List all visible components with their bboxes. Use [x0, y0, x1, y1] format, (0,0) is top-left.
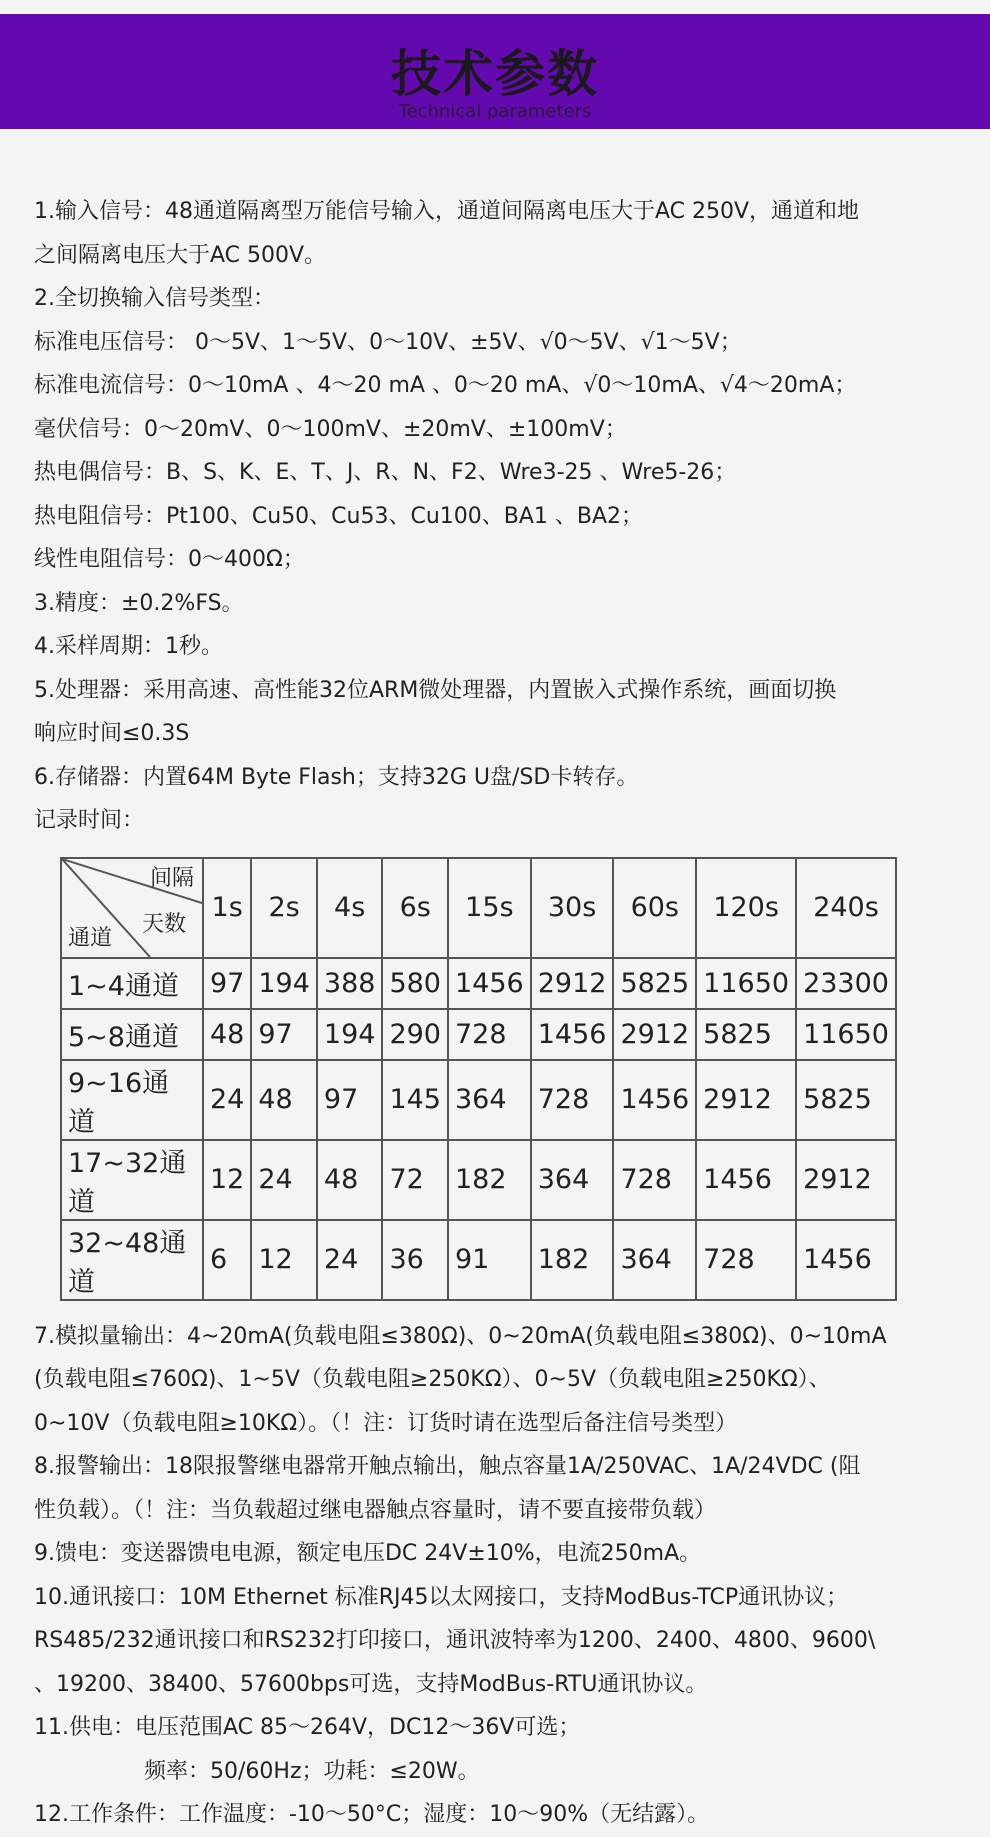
- value-cell: 12: [203, 1140, 251, 1220]
- interval-header: 240s: [796, 858, 896, 958]
- value-cell: 24: [251, 1140, 317, 1220]
- value-cell: 2912: [613, 1009, 696, 1060]
- value-cell: 364: [448, 1060, 531, 1140]
- value-cell: 97: [251, 1009, 317, 1060]
- spec-line: 标准电压信号： 0～5V、1～5V、0～10V、±5V、√0～5V、√1～5V；: [34, 329, 742, 355]
- channel-cell: 5~8通道: [61, 1009, 203, 1060]
- interval-header: 4s: [317, 858, 383, 958]
- value-cell: 194: [317, 1009, 383, 1060]
- spec-line: 9.馈电：变送器馈电电源，额定电压DC 24V±10%，电流250mA。: [34, 1541, 702, 1566]
- spec-line: 8.报警输出：18限报警继电器常开触点输出，触点容量1A/250VAC、1A/24VDC (阻: [34, 1454, 861, 1479]
- channel-cell: 32~48通道: [61, 1220, 203, 1300]
- page-header: [0, 14, 990, 129]
- value-cell: 48: [203, 1009, 251, 1060]
- channel-cell: 17~32通道: [61, 1140, 203, 1220]
- table-row: [61, 1220, 896, 1300]
- value-cell: 97: [203, 958, 251, 1009]
- value-cell: 11650: [796, 1009, 896, 1060]
- value-cell: 1456: [531, 1009, 614, 1060]
- spec-line: 5.处理器：采用高速、高性能32位ARM微处理器，内置嵌入式操作系统，画面切换: [34, 677, 837, 703]
- table-row: [61, 1009, 896, 1060]
- table-row: [61, 958, 896, 1009]
- value-cell: 91: [448, 1220, 531, 1300]
- value-cell: 290: [382, 1009, 448, 1060]
- value-cell: 1456: [613, 1060, 696, 1140]
- value-cell: 728: [448, 1009, 531, 1060]
- spec-content: [34, 190, 954, 1837]
- spec-line: 10.通讯接口：10M Ethernet 标准RJ45以太网接口，支持ModBus-TCP通讯协议；: [34, 1584, 849, 1610]
- spec-line: 6.存储器：内置64M Byte Flash；支持32G U盘/SD卡转存。: [34, 764, 639, 790]
- spec-line: 记录时间：: [34, 808, 145, 833]
- spec-line: 0~10V（负载电阻≥10KΩ）。（！注：订货时请在选型后备注信号类型）: [34, 1410, 738, 1436]
- table-row: [61, 1060, 896, 1140]
- spec-line: 频率：50/60Hz；功耗：≤20W。: [144, 1758, 480, 1784]
- spec-line: (负载电阻≤760Ω)、1~5V（负载电阻≥250KΩ）、0~5V（负载电阻≥250KΩ）、: [34, 1367, 831, 1392]
- value-cell: 182: [531, 1220, 614, 1300]
- interval-header: 2s: [251, 858, 317, 958]
- value-cell: 580: [382, 958, 448, 1009]
- value-cell: 2912: [531, 958, 614, 1009]
- record-time-table: [60, 857, 897, 1301]
- value-cell: 364: [613, 1220, 696, 1300]
- value-cell: 145: [382, 1060, 448, 1140]
- value-cell: 2912: [696, 1060, 796, 1140]
- value-cell: 48: [317, 1140, 383, 1220]
- value-cell: 728: [613, 1140, 696, 1220]
- page-subtitle: Technical parameters: [398, 101, 592, 122]
- table-row: [61, 1140, 896, 1220]
- interval-header: 6s: [382, 858, 448, 958]
- spec-line: 响应时间≤0.3S: [34, 721, 190, 746]
- interval-header: 30s: [531, 858, 614, 958]
- value-cell: 23300: [796, 958, 896, 1009]
- spec-line: 12.工作条件：工作温度：-10～50°C；湿度：10～90%（无结露）。: [34, 1802, 710, 1827]
- value-cell: 5825: [796, 1060, 896, 1140]
- spec-line: 线性电阻信号：0～400Ω；: [34, 547, 305, 572]
- value-cell: 728: [696, 1220, 796, 1300]
- value-cell: 5825: [613, 958, 696, 1009]
- spec-line: 3.精度：±0.2%FS。: [34, 590, 244, 616]
- channel-cell: 9~16通道: [61, 1060, 203, 1140]
- value-cell: 1456: [796, 1220, 896, 1300]
- spec-line: 2.全切换输入信号类型：: [34, 286, 275, 311]
- corner-label-interval: 间隔: [150, 865, 195, 891]
- interval-header: 60s: [613, 858, 696, 958]
- value-cell: 728: [531, 1060, 614, 1140]
- spec-line: 性负载）。（！注：当负载超过继电器触点容量时，请不要直接带负载）: [34, 1497, 717, 1523]
- page-title: 技术参数: [391, 45, 599, 103]
- value-cell: 6: [203, 1220, 251, 1300]
- spec-line: 1.输入信号：48通道隔离型万能信号输入，通道间隔离电压大于AC 250V，通道和地: [34, 199, 860, 224]
- value-cell: 12: [251, 1220, 317, 1300]
- value-cell: 97: [317, 1060, 383, 1140]
- spec-line: 热电偶信号：B、S、K、E、T、J、R、N、F2、Wre3-25 、Wre5-26；: [34, 460, 737, 485]
- value-cell: 36: [382, 1220, 448, 1300]
- interval-header: 1s: [203, 858, 251, 958]
- spec-line: 毫伏信号：0～20mV、0～100mV、±20mV、±100mV；: [34, 416, 627, 442]
- spec-line: 之间隔离电压大于AC 500V。: [34, 242, 327, 268]
- spec-line: 、19200、38400、57600bps可选，支持ModBus-RTU通讯协议。: [34, 1671, 708, 1697]
- value-cell: 5825: [696, 1009, 796, 1060]
- value-cell: 194: [251, 958, 317, 1009]
- value-cell: 11650: [696, 958, 796, 1009]
- value-cell: 388: [317, 958, 383, 1009]
- table-header-row: [61, 858, 896, 958]
- value-cell: 364: [531, 1140, 614, 1220]
- value-cell: 48: [251, 1060, 317, 1140]
- top-strip: [0, 0, 990, 14]
- value-cell: 72: [382, 1140, 448, 1220]
- spec-line: 7.模拟量输出：4~20mA(负载电阻≤380Ω)、0~20mA(负载电阻≤380Ω)、0~10mA: [34, 1323, 887, 1349]
- spec-line: RS485/232通讯接口和RS232打印接口，通讯波特率为1200、2400、4800、9600\: [34, 1628, 876, 1653]
- interval-header: 120s: [696, 858, 796, 958]
- spec-line: 4.采样周期：1秒。: [34, 634, 223, 659]
- interval-header: 15s: [448, 858, 531, 958]
- corner-label-channel: 通道: [68, 925, 113, 951]
- value-cell: 1456: [696, 1140, 796, 1220]
- spec-line: 11.供电：电压范围AC 85～264V，DC12～36V可选；: [34, 1715, 581, 1740]
- value-cell: 24: [203, 1060, 251, 1140]
- value-cell: 1456: [448, 958, 531, 1009]
- table-corner-cell: [61, 858, 203, 958]
- value-cell: 2912: [796, 1140, 896, 1220]
- spec-line: 标准电流信号：0～10mA 、4～20 mA 、0～20 mA、√0～10mA、√4～20mA；: [34, 373, 857, 398]
- spec-line: 热电阻信号：Pt100、Cu50、Cu53、Cu100、BA1 、BA2；: [34, 503, 644, 529]
- corner-label-days: 天数: [142, 911, 187, 937]
- value-cell: 24: [317, 1220, 383, 1300]
- value-cell: 182: [448, 1140, 531, 1220]
- channel-cell: 1~4通道: [61, 958, 203, 1009]
